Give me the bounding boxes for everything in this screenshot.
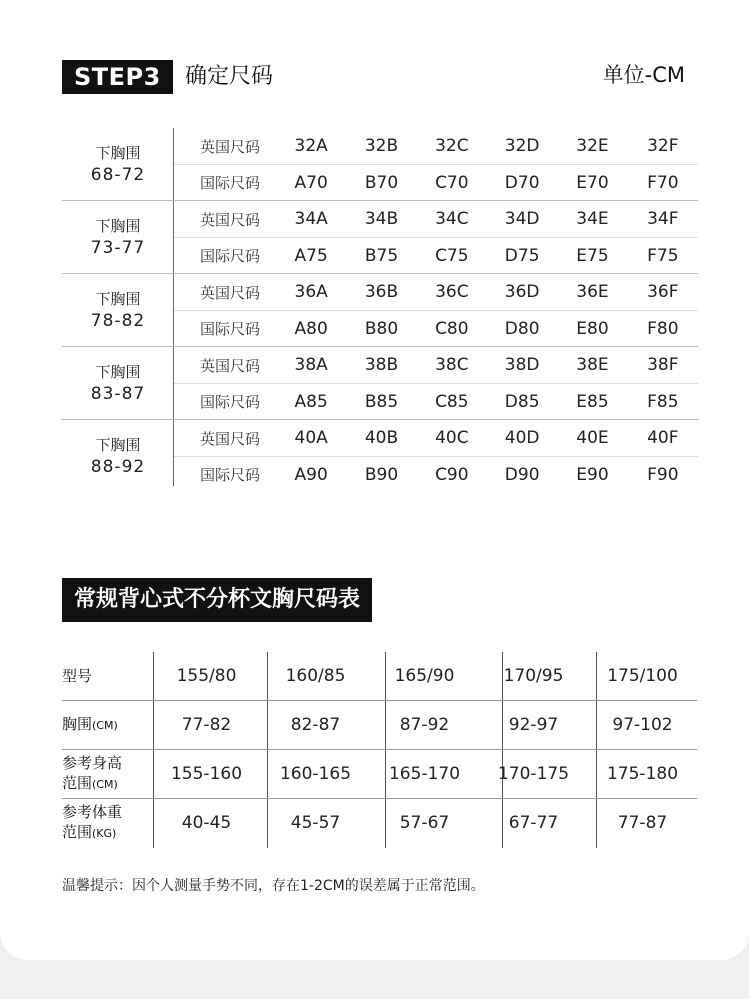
size-cell: 38B (364, 355, 399, 375)
size-cell: 36A (294, 282, 328, 302)
size-cell: 32B (364, 136, 399, 156)
row-label-line2: 范围 (62, 823, 93, 841)
size-cell: C90 (435, 464, 469, 485)
row-label: 英国尺码 (199, 429, 260, 448)
size-cell: D70 (504, 172, 540, 193)
size-cell: B70 (364, 172, 399, 193)
size-group (62, 128, 698, 200)
size-cell: D75 (504, 245, 540, 266)
row-label: 英国尺码 (199, 210, 260, 229)
size-cell: C75 (435, 245, 469, 266)
size-cell: 36F (647, 282, 679, 302)
intl-size-row (174, 456, 698, 492)
size-conversion-grid (62, 128, 698, 492)
row-unit: (KG) (92, 827, 117, 840)
size-cell: F75 (647, 245, 679, 266)
value-cell: 92-97 (508, 715, 559, 735)
size-cell: F80 (647, 318, 679, 339)
size-cell: 32C (435, 136, 469, 156)
size-cell: A80 (294, 318, 328, 339)
value-cell: 160-165 (279, 764, 352, 784)
section-title: 常规背心式不分杯文胸尺码表 (62, 578, 372, 622)
intl-size-row (174, 310, 698, 346)
row-label: 国际尺码 (199, 466, 260, 484)
underbust-title: 下胸围 (95, 363, 141, 381)
size-cell: 40B (364, 428, 399, 448)
row-label-line1: 胸围 (62, 715, 93, 733)
size-cell: D80 (504, 318, 540, 339)
size-cell: 36B (364, 282, 399, 302)
size-cell: 34C (435, 209, 469, 229)
size-cell: B85 (364, 391, 399, 412)
size-cell: C70 (435, 172, 469, 193)
value-cell: 77-82 (181, 715, 232, 735)
underbust-title: 下胸围 (95, 144, 141, 162)
size-cell: E70 (576, 172, 609, 193)
size-cell: B75 (364, 245, 399, 266)
size-cell: E85 (576, 391, 609, 412)
size-cell: 40C (435, 428, 469, 448)
model-cell: 155/80 (176, 666, 237, 686)
model-cell: 170/95 (503, 666, 564, 686)
uk-size-row (174, 274, 698, 310)
value-cell: 97-102 (612, 715, 673, 735)
value-cell: 170-175 (497, 764, 570, 784)
table-row (62, 750, 697, 799)
value-cell: 82-87 (290, 715, 341, 735)
underbust-title: 下胸围 (95, 436, 141, 454)
table-row (62, 701, 697, 750)
size-cell: D85 (504, 391, 540, 412)
size-cell: 36D (504, 282, 540, 302)
size-cell: 32F (647, 136, 679, 156)
tip-note: 温馨提示：因个人测量手势不同，存在1-2CM的误差属于正常范围。 (62, 878, 485, 894)
size-cell: B80 (364, 318, 399, 339)
size-cell: 40F (647, 428, 679, 448)
underbust-label (62, 128, 174, 200)
size-cell: 34E (576, 209, 609, 229)
value-cell: 40-45 (181, 813, 232, 833)
underbust-label (62, 347, 174, 419)
size-cell: 40A (294, 428, 328, 448)
row-label: 国际尺码 (199, 320, 260, 338)
size-cell: 36E (576, 282, 609, 302)
value-cell: 77-87 (617, 813, 668, 833)
value-cell: 87-92 (399, 715, 450, 735)
header-label: 型号 (62, 667, 93, 685)
row-label-line2: 范围 (62, 774, 93, 792)
underbust-range: 83-87 (90, 384, 146, 404)
size-cell: 38D (504, 355, 540, 375)
row-label-line1: 参考身高 (62, 754, 123, 772)
size-cell: D90 (504, 464, 540, 485)
row-label: 国际尺码 (199, 174, 260, 192)
size-cell: 34D (504, 209, 540, 229)
uk-size-row (174, 347, 698, 383)
size-cell: 32E (576, 136, 609, 156)
row-label (62, 753, 152, 795)
size-cell: C85 (435, 391, 469, 412)
uk-size-row (174, 201, 698, 237)
underbust-label (62, 274, 174, 346)
size-cell: E90 (576, 464, 609, 485)
value-cell: 45-57 (290, 813, 341, 833)
size-cell: E75 (576, 245, 609, 266)
value-cell: 57-67 (399, 813, 450, 833)
size-cell: 34F (647, 209, 679, 229)
uk-size-row (174, 420, 698, 456)
size-cell: 32A (294, 136, 328, 156)
unit-label: 单位-CM (602, 63, 685, 87)
uk-size-row (174, 128, 698, 164)
row-unit: (CM) (92, 719, 118, 732)
row-label: 国际尺码 (199, 247, 260, 265)
size-cell: A70 (294, 172, 328, 193)
intl-size-row (174, 237, 698, 273)
underbust-range: 78-82 (90, 311, 146, 331)
table-row (62, 799, 697, 847)
size-cell: A90 (294, 464, 328, 485)
size-cell: A75 (294, 245, 328, 266)
value-cell: 175-180 (606, 764, 679, 784)
row-label (62, 802, 152, 844)
size-cell: 34B (364, 209, 399, 229)
value-cell: 155-160 (170, 764, 243, 784)
value-cell: 165-170 (388, 764, 461, 784)
size-group (62, 200, 698, 273)
size-group (62, 273, 698, 346)
size-cell: 38A (294, 355, 328, 375)
row-label: 国际尺码 (199, 393, 260, 411)
row-unit: (CM) (92, 778, 118, 791)
size-cell: C80 (435, 318, 469, 339)
size-cell: 34A (294, 209, 328, 229)
size-cell: 38E (576, 355, 609, 375)
size-cell: A85 (294, 391, 328, 412)
underbust-range: 73-77 (90, 238, 146, 258)
size-table (62, 652, 697, 847)
underbust-range: 88-92 (90, 457, 146, 477)
step-badge: STEP3 (62, 60, 173, 94)
row-label (62, 714, 152, 736)
value-cell: 67-77 (508, 813, 559, 833)
size-cell: 38F (647, 355, 679, 375)
table-header-row (62, 652, 697, 701)
step-title: 确定尺码 (185, 64, 274, 89)
size-cell: E80 (576, 318, 609, 339)
size-cell: 40E (576, 428, 609, 448)
row-label-line1: 参考体重 (62, 803, 123, 821)
size-cell: F90 (647, 464, 679, 485)
size-group (62, 419, 698, 492)
intl-size-row (174, 383, 698, 419)
size-cell: F70 (647, 172, 679, 193)
underbust-label (62, 201, 174, 273)
underbust-range: 68-72 (90, 165, 146, 185)
size-cell: 32D (504, 136, 540, 156)
size-cell: 38C (435, 355, 469, 375)
size-cell: 40D (504, 428, 540, 448)
underbust-title: 下胸围 (95, 217, 141, 235)
model-cell: 165/90 (394, 666, 455, 686)
row-label: 英国尺码 (199, 356, 260, 375)
model-cell: 160/85 (285, 666, 346, 686)
row-label: 英国尺码 (199, 283, 260, 302)
intl-size-row (174, 164, 698, 200)
size-group (62, 346, 698, 419)
size-cell: 36C (435, 282, 469, 302)
row-label: 英国尺码 (199, 137, 260, 156)
model-cell: 175/100 (607, 666, 678, 686)
size-cell: F85 (647, 391, 679, 412)
size-cell: B90 (364, 464, 399, 485)
underbust-title: 下胸围 (95, 290, 141, 308)
underbust-label (62, 420, 174, 492)
